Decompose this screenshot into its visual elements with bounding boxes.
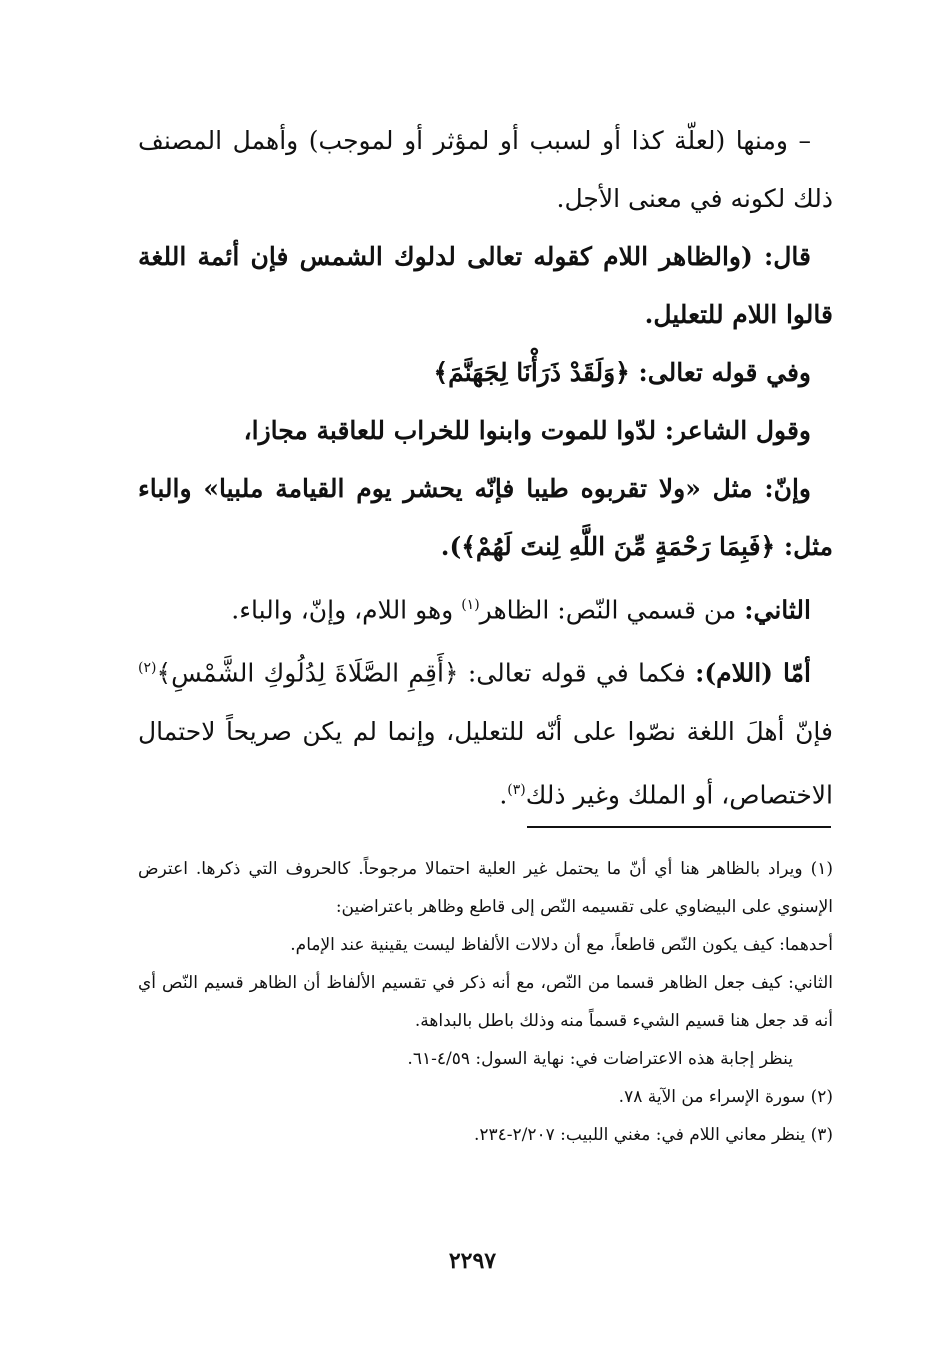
footnotes <box>138 850 833 1154</box>
footnote-1-point-1: أحدهما: كيف يكون النّص قاطعاً، مع أن دلالات الألفاظ ليست يقينية عند الإمام. <box>290 935 833 955</box>
paragraph-7-text: فكما في قوله تعالى: ﴿أَقِمِ الصَّلَاةَ لِدُلُوكِ الشَّمْسِ﴾ <box>156 658 696 688</box>
paragraph-7-lead: أمّا (اللام): <box>695 658 811 688</box>
paragraph-7-tail: فإنّ أهلَ اللغة نصّوا على أنّه للتعليل، وإنما لم يكن صريحاً لاحتمال الاختصاص، أو الملك وغير ذلك <box>138 716 833 809</box>
paragraph-7-end: . <box>499 779 508 809</box>
footnote-1-point-2: الثاني: كيف جعل الظاهر قسما من النّص، مع أنه ذكر في تقسيم الألفاظ أن الظاهر قسيم النّص أي أنه قد جعل هنا قسيم الشيء قسماً منه وذلك باطل بالبداهة. <box>138 973 833 1031</box>
paragraph-6-text: من قسمي النّص: الظاهر <box>479 595 745 625</box>
footnote-1-reference: ينظر إجابة هذه الاعتراضات في: نهاية السول: ٤/٥٩-٦١. <box>407 1049 793 1069</box>
footnote-1: (١) ويراد بالظاهر هنا أي أنّ ما يحتمل غير العلية احتمالا مرجوحاً. كالحروف التي ذكرها. اعترض الإسنوي على البيضاوي على تقسيمه النّص إلى قاطع وظاهر باعتراضين: <box>138 859 833 917</box>
footnote-2: (٢) سورة الإسراء من الآية ٧٨. <box>618 1087 833 1107</box>
paragraph-3: وفي قوله تعالى: ﴿وَلَقَدْ ذَرَأْنَا لِجَهَنَّمَ﴾ <box>433 358 811 387</box>
paragraph-4: وقول الشاعر: لدّوا للموت وابنوا للخراب للعاقبة مجازا، <box>243 416 811 445</box>
main-text <box>138 112 833 824</box>
footnote-separator <box>527 826 831 828</box>
paragraph-7 <box>138 639 833 824</box>
paragraph-1: – ومنها (لعلّة كذا أو لسبب أو لمؤثر أو لموجب) وأهمل المصنف ذلك لكونه في معنى الأجل. <box>138 126 833 213</box>
paragraph-5: وإنّ: مثل «ولا تقربوه طيبا فإنّه يحشر يوم القيامة ملبيا» والباء مثل: ﴿فَبِمَا رَحْمَةٍ مِّنَ اللَّهِ لِنتَ لَهُمْ﴾). <box>138 474 833 561</box>
footnote-ref-2: (٢) <box>138 660 157 677</box>
paragraph-2: قال: (والظاهر اللام كقوله تعالى لدلوك الشمس فإن أئمة اللغة قالوا اللام للتعليل. <box>138 242 833 329</box>
page-number: ٢٢٩٧ <box>448 1248 497 1274</box>
paragraph-6-lead: الثاني: <box>744 595 811 625</box>
footnote-3: (٣) ينظر معاني اللام في: مغني اللبيب: ٢/٢٠٧-٢٣٤. <box>473 1125 833 1145</box>
footnote-ref-1: (١) <box>461 597 480 613</box>
footnote-ref-3: (٣) <box>507 781 526 798</box>
paragraph-6 <box>138 576 833 639</box>
paragraph-6-tail: وهو اللام، وإنّ، والباء. <box>231 595 462 625</box>
